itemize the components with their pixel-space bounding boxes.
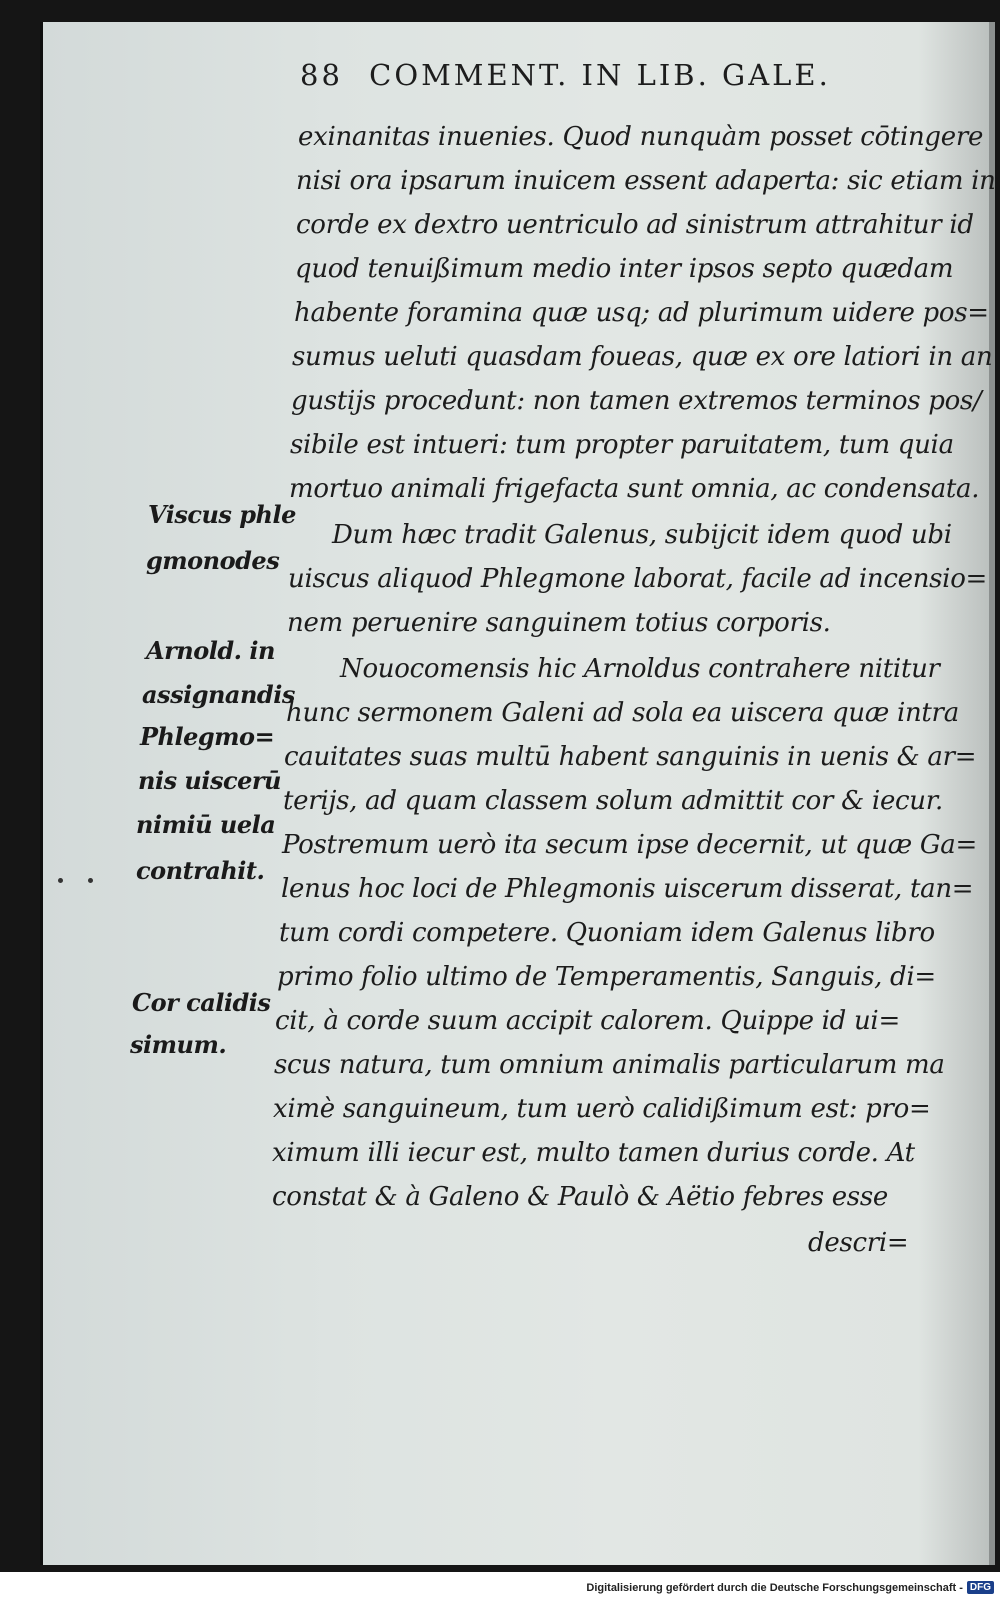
margin-note: Cor calidis <box>132 988 271 1017</box>
running-title: COMMENT. IN LIB. GALE. <box>369 58 831 92</box>
margin-note: gmonodes <box>146 546 280 575</box>
body-line: sumus ueluti quasdam foueas, quæ ex ore latiori in an <box>292 342 993 372</box>
dfg-logo: DFG <box>967 1581 994 1594</box>
body-line: constat & à Galeno & Paulò & Aëtio febres esse <box>272 1182 888 1212</box>
credit-text: Digitalisierung gefördert durch die Deutsche Forschungsgemeinschaft - <box>586 1581 963 1594</box>
body-line: scus natura, tum omnium animalis particularum ma <box>274 1050 945 1080</box>
body-line: sibile est intueri: tum propter paruitatem, tum quia <box>290 430 954 460</box>
body-line: Postremum uerò ita secum ipse decernit, ut quæ Ga= <box>282 830 977 860</box>
digitization-credit <box>586 1581 994 1594</box>
body-line: tum cordi competere. Quoniam idem Galenus libro <box>279 918 935 948</box>
ink-speck <box>88 878 93 883</box>
body-line: ximè sanguineum, tum uerò calidißimum est: pro= <box>273 1094 931 1124</box>
margin-note: contrahit. <box>136 856 265 885</box>
body-line: habente foramina quæ usq; ad plurimum uidere pos= <box>294 298 989 328</box>
margin-note: Phlegmo= <box>140 722 275 751</box>
margin-note: Arnold. in <box>146 636 275 665</box>
margin-note: Viscus phle <box>148 500 296 529</box>
body-line: mortuo animali frigefacta sunt omnia, ac condensata. <box>289 474 980 504</box>
margin-note: nis uiscerū <box>138 766 281 795</box>
body-line: Dum hæc tradit Galenus, subijcit idem quod ubi <box>332 520 952 550</box>
body-line: uiscus aliquod Phlegmone laborat, facile ad incensio= <box>288 564 988 594</box>
margin-note: nimiū uela <box>136 810 276 839</box>
ink-speck <box>58 878 63 883</box>
body-line: lenus hoc loci de Phlegmonis uiscerum disserat, tan= <box>281 874 974 904</box>
body-line: terijs, ad quam classem solum admittit cor & iecur. <box>283 786 943 816</box>
page-number: 88 <box>300 58 343 92</box>
body-line: ximum illi iecur est, multo tamen durius corde. At <box>272 1138 915 1168</box>
body-line: nem peruenire sanguinem totius corporis. <box>287 608 831 638</box>
body-line: Nouocomensis hic Arnoldus contrahere nititur <box>340 654 940 684</box>
body-line: cit, à corde suum accipit calorem. Quippe id ui= <box>275 1006 900 1036</box>
catchword: descri= <box>808 1228 909 1258</box>
margin-note: simum. <box>130 1030 227 1059</box>
body-line: cauitates suas multū habent sanguinis in uenis & ar= <box>284 742 977 772</box>
running-header <box>300 58 930 92</box>
body-line: corde ex dextro uentriculo ad sinistrum attrahitur id <box>296 210 974 240</box>
body-line: gustijs procedunt: non tamen extremos terminos pos/ <box>291 386 982 416</box>
body-line: quod tenuißimum medio inter ipsos septo quædam <box>295 254 954 284</box>
body-line: nisi ora ipsarum inuicem essent adaperta: sic etiam in <box>296 166 996 196</box>
body-line: primo folio ultimo de Temperamentis, Sanguis, di= <box>277 962 936 992</box>
margin-note: assignandis <box>142 680 295 709</box>
body-line: exinanitas inuenies. Quod nunquàm posset cōtingere <box>298 122 984 152</box>
body-line: hunc sermonem Galeni ad sola ea uiscera quæ intra <box>286 698 959 728</box>
page-edge-shadow <box>989 22 995 1565</box>
